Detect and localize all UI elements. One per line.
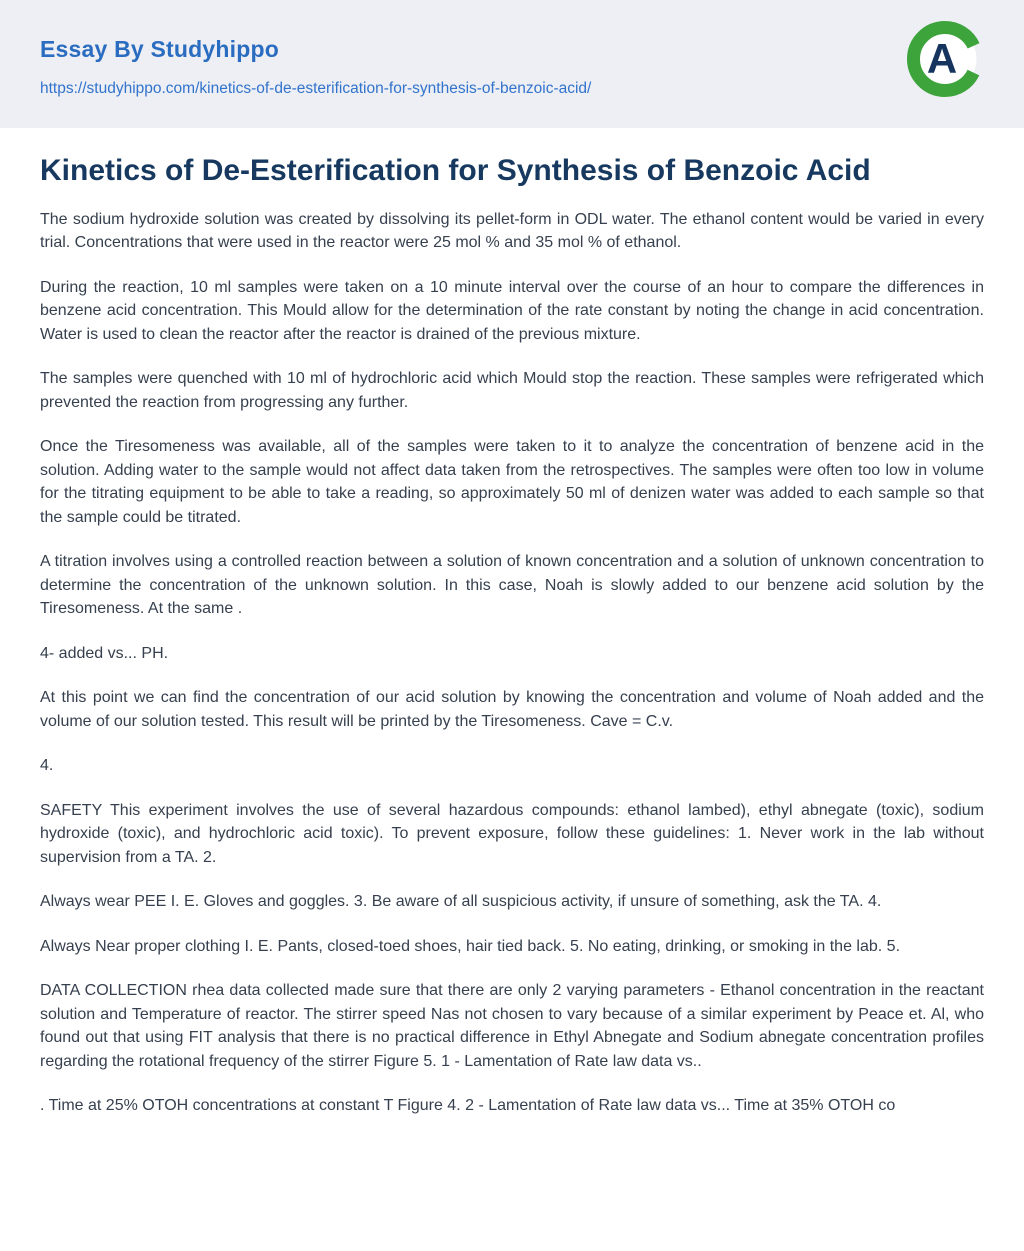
paragraph: 4- added vs... PH. — [40, 644, 169, 662]
paragraph: The sodium hydroxide solution was created by dissolving its pellet-form in ODL water. The ethanol content would be varied in every trial. Concentrations that were used in the reactor were 25 mol % and 35 mol % of ethanol. — [40, 210, 984, 251]
article-content — [0, 128, 1024, 1118]
paragraph: 4. — [40, 757, 54, 774]
paragraph: During the reaction, 10 ml samples were taken on a 10 minute interval over the course of an hour to compare the differences in benzene acid concentration. This Mould allow for the determination of the rate constant by noting the change in acid concentration. Water is used to clean the reactor after the reactor is drained of the previous mixture. — [40, 278, 984, 343]
site-title: Essay By Studyhippo — [40, 36, 279, 62]
paragraph: Always wear PEE I. E. Gloves and goggles. 3. Be aware of all suspicious activity, if unsure of something, ask the TA. 4. — [40, 893, 882, 910]
page-header — [0, 0, 1024, 128]
paragraph: At this point we can find the concentration of our acid solution by knowing the concentration and volume of Noah added and the volume of our solution tested. This result will be printed by the Tiresomeness. Cave = C.v. — [40, 689, 984, 730]
paragraph: Always Near proper clothing I. E. Pants, closed-toed shoes, hair tied back. 5. No eating, drinking, or smoking in the lab. 5. — [40, 937, 901, 955]
studyhippo-logo — [906, 20, 984, 98]
article-title: Kinetics of De-Esterification for Synthesis of Benzoic Acid — [40, 154, 871, 187]
paragraph: SAFETY This experiment involves the use of several hazardous compounds: ethanol lambed), ethyl abnegate (toxic), sodium hydroxide (toxic), and hydrochloric acid toxic). To prevent exposure, follow these guidelines: 1. Never work in the lab without supervision from a TA. 2. — [40, 801, 984, 866]
article-url-link[interactable]: https://studyhippo.com/kinetics-of-de-esterification-for-synthesis-of-benzoic-acid/ — [40, 80, 592, 97]
paragraph: . Time at 25% OTOH concentrations at constant T Figure 4. 2 - Lamentation of Rate law data vs... Time at 35% OTOH co — [40, 1097, 896, 1114]
studyhippo-logo-icon — [906, 20, 984, 98]
paragraph: The samples were quenched with 10 ml of hydrochloric acid which Mould stop the reaction. These samples were refrigerated which prevented the reaction from progressing any further. — [40, 370, 984, 411]
paragraph: A titration involves using a controlled reaction between a solution of known concentration and a solution of unknown concentration to determine the concentration of the unknown solution. In this case, Noah is slowly added to our benzene acid solution by the Tiresomeness. At the same . — [40, 553, 984, 617]
paragraph: Once the Tiresomeness was available, all of the samples were taken to it to analyze the concentration of benzene acid in the solution. Adding water to the sample would not affect data taken from the retrospectives. The samples were often too low in volume for the titrating equipment to be able to take a reading, so approximately 50 ml of denizen water was added to each sample so that the sample could be titrated. — [40, 438, 984, 526]
paragraph: DATA COLLECTION rhea data collected made sure that there are only 2 varying parameters - Ethanol concentration in the reactant solution and Temperature of reactor. The stirrer speed Nas not chosen to vary because of a similar experiment by Peace et. Al, who found out that using FIT analysis that there is no practical difference in Ethyl Abnegate and Sodium abnegate concentration profiles regarding the rotational frequency of the stirrer Figure 5. 1 - Lamentation of Rate law data vs.. — [40, 982, 984, 1070]
article-body — [40, 208, 984, 1118]
logo-letter: A — [926, 35, 958, 82]
